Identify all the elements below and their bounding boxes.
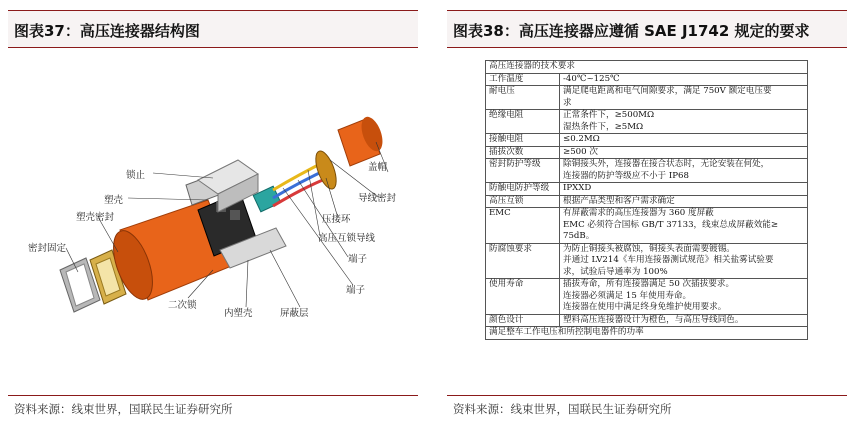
spec-table: [485, 60, 808, 340]
row-value-line: 求: [563, 97, 572, 108]
row-value-line: ≥500 次: [563, 146, 598, 157]
row-key: 接触电阻: [486, 134, 560, 147]
source-note: 资料来源：线束世界，国联民生证券研究所: [453, 402, 672, 416]
row-key: 绝缘电阻: [486, 110, 560, 134]
label-seal-fixing: 密封固定: [28, 243, 67, 254]
row-key: 高压互锁: [486, 195, 560, 208]
label-secondary-lock: 二次锁: [168, 300, 197, 311]
row-value: [560, 146, 808, 159]
row-value-line: 插拔寿命，所有连接器满足 50 次插拔要求。: [563, 279, 735, 289]
label-inner-shell: 内塑壳: [224, 308, 253, 319]
table-row: [486, 134, 808, 147]
figure-title: 图表38：高压连接器应遵循 SAE J1742 规定的要求: [453, 22, 810, 40]
row-value: [560, 195, 808, 208]
row-value: [560, 159, 808, 183]
row-key: EMC: [486, 208, 560, 244]
row-key: 耐电压: [486, 86, 560, 110]
row-value-line: 连接器的防护等级应不小于 IP68: [563, 170, 689, 181]
row-value: [560, 86, 808, 110]
table-row: [486, 146, 808, 159]
label-shield-layer: 屏蔽层: [280, 308, 309, 319]
label-terminal-a: 端子: [348, 254, 368, 265]
row-value: [560, 279, 808, 315]
row-key: 工作温度: [486, 73, 560, 86]
table-row: [486, 110, 808, 134]
row-value-line: 为防止铜接头被腐蚀，铜接头表面需要镀锡。: [563, 243, 735, 254]
row-value-line: 除铜接头外，连接器在接合状态时，无论安装在何处，: [563, 159, 770, 169]
label-crimp-ring: 压接环: [322, 214, 351, 225]
right-panel: [447, 0, 847, 424]
table-header-cell: 高压连接器的技术要求: [486, 61, 808, 74]
row-value-line: 湿热条件下，≥5MΩ: [563, 121, 644, 132]
crimp-ring: [312, 148, 341, 191]
row-value-line: 并通过 LV214《车用连接器测试规范》相关盐雾试验要: [563, 255, 774, 265]
row-key: 密封防护等级: [486, 159, 560, 183]
row-value: [560, 314, 808, 327]
row-key: 防腐蚀要求: [486, 243, 560, 279]
row-key: 插拔次数: [486, 146, 560, 159]
left-panel: [8, 0, 418, 424]
table-footer-cell: 满足整车工作电压和所控制电器件的功率: [486, 327, 808, 340]
row-value: [560, 243, 808, 279]
row-value: [560, 73, 808, 86]
table-row: [486, 314, 808, 327]
table-footer-row: [486, 327, 808, 340]
table-row: [486, 159, 808, 183]
row-value-line: 连接器必须满足 15 年使用寿命。: [563, 290, 692, 301]
row-value-line: IPXXD: [563, 183, 592, 193]
label-interlock-wire: 高压互锁导线: [318, 233, 376, 244]
label-shell-seal: 塑壳密封: [76, 212, 115, 223]
row-value-line: 75dB。: [563, 231, 595, 241]
table-row: [486, 243, 808, 279]
label-cable-seal: 导线密封: [358, 193, 397, 204]
row-value: [560, 110, 808, 134]
table-row: [486, 195, 808, 208]
row-key: 使用寿命: [486, 279, 560, 315]
bottom-rule: [447, 395, 847, 396]
row-value-line: 连接器在使用中满足终身免维护使用要求。: [563, 302, 727, 312]
table-row: [486, 279, 808, 315]
row-value-line: 塑料高压连接器设计为橙色，与高压导线同色。: [563, 314, 744, 325]
row-value-line: ≤0.2MΩ: [563, 134, 600, 144]
figure-title: 图表37：高压连接器结构图: [14, 22, 200, 40]
row-key: 防触电防护等级: [486, 183, 560, 196]
bottom-rule: [8, 395, 418, 396]
label-plastic-shell: 塑壳: [104, 195, 124, 206]
row-value-line: 正常条件下，≥500MΩ: [563, 110, 655, 120]
row-value-line: 满足爬电距离和电气间隙要求，满足 750V 额定电压要: [563, 86, 772, 96]
row-key: 颜色设计: [486, 314, 560, 327]
label-terminal-b: 端子: [346, 285, 366, 296]
cap: [338, 114, 387, 166]
row-value: [560, 134, 808, 147]
row-value: [560, 183, 808, 196]
row-value-line: 求，试验后导通率为 100%: [563, 266, 668, 277]
row-value-line: 根据产品类型和客户需求确定: [563, 195, 675, 206]
table-row: [486, 73, 808, 86]
source-note: 资料来源：线束世界，国联民生证券研究所: [14, 402, 233, 416]
table-row: [486, 183, 808, 196]
title-rule: [8, 47, 418, 48]
label-lock-stop: 锁止: [126, 170, 146, 181]
table-row: [486, 86, 808, 110]
title-rule: [447, 47, 847, 48]
row-value-line: 有屏蔽需求的高压连接器为 360 度屏蔽: [563, 208, 714, 218]
row-value-line: EMC 必须符合国标 GB/T 37133，线束总成屏蔽效能≥: [563, 219, 779, 230]
label-cap: 盖帽: [368, 162, 388, 173]
connector-exploded-diagram: [8, 60, 418, 390]
table-row: [486, 208, 808, 244]
row-value-line: -40℃~125℃: [563, 73, 620, 84]
row-value: [560, 208, 808, 244]
table-header-row: [486, 61, 808, 74]
